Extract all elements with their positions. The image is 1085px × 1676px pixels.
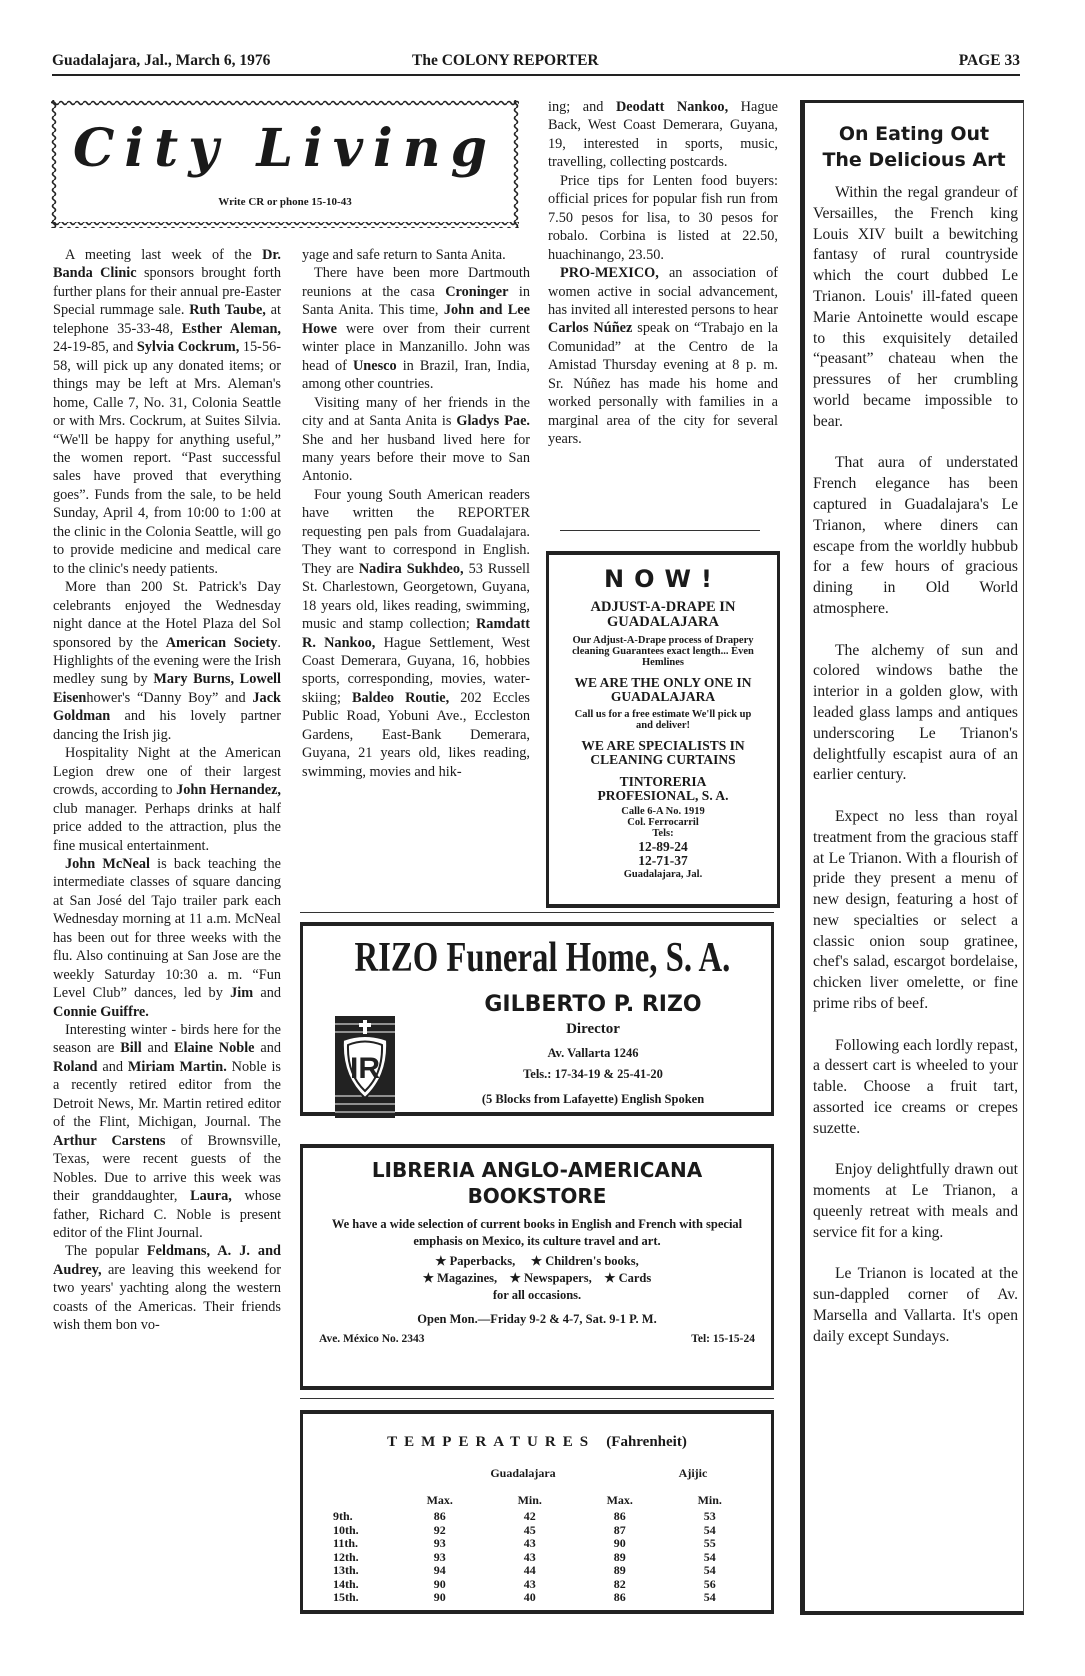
bold-name: Bill xyxy=(120,1040,142,1057)
phone: 12-71-37 xyxy=(638,853,688,868)
bold-name: John and Lee Howe xyxy=(302,302,530,337)
bold-name: American Society xyxy=(165,634,278,651)
temperature-value: 43 xyxy=(523,1576,536,1591)
text-run: and his lovely partner dancing the Irish jig. xyxy=(53,708,281,743)
text-run: sponsors brought forth further plans for their annual pre-Easter Special rummage sale. xyxy=(53,265,281,319)
text-run: Hague Settlement, West Coast Demerara, Guyana, 16, hobbies sports, corresponding, movies, water-skiing; xyxy=(302,634,530,706)
day-label: 10th. xyxy=(333,1522,359,1537)
dateline: Guadalajara, Jal., March 6, 1976 xyxy=(52,52,271,69)
paragraph xyxy=(302,486,530,781)
temperature-value: 45 xyxy=(523,1522,536,1537)
text-run: 53 Russell St. Charlestown, Georgetown, Guyana, 18 years old, likes reading, swimming, music and stamp collection; xyxy=(302,560,530,633)
text-run: 202 Eccles Public Road, Yobuni Ave., Eccleston Gardens, East-Bank Demerara, Guyana, 21 years old, likes reading, swimming, movies and hik- xyxy=(302,689,530,780)
text-run: at telephone 35-33-48, xyxy=(53,302,281,337)
paragraph xyxy=(548,172,778,264)
ad-line: WE ARE SPECIALISTS IN CLEANING CURTAINS xyxy=(581,738,745,767)
text-run: Expect no less than royal treatment from the gracious staff at Le Trianon. With a flourish of pride they present a menu of new design, featuring a host of new specialties or select a classic onion soup gratinee, chef's salad, escargot bordelaise, chicken liver omelette, or fine prime ribs of beef. xyxy=(813,807,1018,1013)
text-run: More than 200 St. Patrick's Day celebrants enjoyed the Wednesday night dance at the Hotel Plaza del Sol sponsored by the xyxy=(53,579,281,651)
text-run: an association of women active in social advancement, has invited all interested persons to hear xyxy=(548,265,778,318)
temperature-value: 54 xyxy=(703,1549,716,1564)
temperature-value: 90 xyxy=(433,1590,446,1604)
bold-name: Elaine Noble xyxy=(174,1040,255,1057)
text-run: Within the regal grandeur of Versailles, the French king Louis XIV built a bewitching fantasy of rural countryside which the court dubbed Le Trianon. Louis' ill-fated queen Marie Antoinette would escape to this exquisitely detailed “peasant” chateau when the pressures of her crumbling world became impossible to bear. xyxy=(813,184,1018,430)
page-number: PAGE 33 xyxy=(958,52,1020,69)
text-run: and xyxy=(97,1058,128,1075)
day-label: 11th. xyxy=(333,1536,359,1550)
temperature-value: 54 xyxy=(703,1522,716,1537)
text-run: That aura of understated French elegance has been captured in Guadalajara's Le Trianon, where diners can escape from the worldly hubbub for a few hours of gracious dining in Old World atmosphere. xyxy=(813,454,1018,617)
address: Ave. México No. 2343 xyxy=(319,1333,425,1345)
section-title: City Living xyxy=(73,118,497,179)
eating-out-column xyxy=(800,100,1024,1615)
bold-name: Sylvia Cockrum, xyxy=(136,339,240,356)
store-hours: Open Mon.—Friday 9-2 & 4-7, Sat. 9-1 P. M. xyxy=(417,1312,657,1326)
temperature-value: 94 xyxy=(433,1563,446,1577)
day-label: 9th. xyxy=(333,1509,353,1523)
paragraph xyxy=(53,1242,281,1334)
temperature-value: 90 xyxy=(613,1536,626,1550)
temperature-value: 93 xyxy=(433,1536,446,1550)
paragraph xyxy=(548,264,778,449)
text-run: Enjoy delightfully drawn out moments at Le Trianon, a queenly retreat with meals and service fit for a king. xyxy=(813,1161,1018,1241)
temperature-value: 55 xyxy=(703,1536,716,1550)
text-run: Noble is a recently retired editor from the Detroit News, Mr. Martin retired editor of the Flint, Michigan, Journal. The xyxy=(53,1058,281,1131)
ad-line: Call us for a free estimate We'll pick up and deliver! xyxy=(574,709,752,731)
ad-line: Our Adjust-A-Drape process of Drapery cleaning Guarantees exact length... Even Hemlines xyxy=(572,635,754,668)
paragraph xyxy=(548,98,778,172)
text-run: and xyxy=(253,985,281,1002)
temperature-value: 56 xyxy=(703,1576,716,1591)
table-row xyxy=(333,1564,753,1578)
eating-out-text xyxy=(813,183,1018,1603)
temperature-value: 89 xyxy=(613,1563,626,1577)
text-run: of Brownsville, Texas, were recent guests of the Nobles. Due to arrive this week was their granddaughter, xyxy=(53,1132,281,1205)
text-run: Following each lordly repast, a dessert cart is wheeled to your table. Choose a fruit tart, assorted ice creams or crepes suzette. xyxy=(813,1036,1018,1137)
bold-name: Unesco xyxy=(352,357,397,374)
text-run: Hospitality Night at the American Legion drew one of their largest crowds, according to xyxy=(53,745,281,799)
business-subtitle: BOOKSTORE xyxy=(467,1184,607,1208)
tels-label: Tels: xyxy=(652,828,674,839)
paragraph xyxy=(813,1160,1018,1243)
business-name: LIBRERIA ANGLO-AMERICANA xyxy=(371,1158,703,1182)
paragraph xyxy=(302,246,530,264)
bookstore-ad xyxy=(300,1144,774,1390)
temperature-value: 40 xyxy=(523,1590,536,1604)
table-row xyxy=(333,1537,753,1551)
text-run: in Brazil, Iran, India, among other countries. xyxy=(302,357,530,393)
bold-name: Ramdatt R. Nankoo, xyxy=(302,616,530,651)
temperature-value: 44 xyxy=(523,1563,536,1577)
text-run: hower's “Danny Boy” and xyxy=(86,689,253,706)
description: We have a wide selection of current books in English and French with special emphasis on Mexico, its culture travel and art. xyxy=(331,1217,743,1248)
table-row xyxy=(333,1524,753,1538)
text-run: There have been more Dartmouth reunions at the casa xyxy=(302,265,530,300)
temperature-value: 90 xyxy=(433,1576,446,1591)
table-row xyxy=(333,1551,753,1565)
paragraph xyxy=(53,744,281,855)
day-label: 13th. xyxy=(333,1563,359,1577)
bold-name: Connie Guiffre. xyxy=(53,1003,149,1020)
text-run: Interesting winter - birds here for the season are xyxy=(53,1022,281,1057)
bold-name: Croninger xyxy=(445,283,509,300)
table-unit: (Fahrenheit) xyxy=(606,1434,687,1450)
temperature-value: 86 xyxy=(613,1509,626,1523)
bold-name: John McNeal xyxy=(65,855,150,872)
text-run: . Highlights of the evening were the Irish medley sung by xyxy=(53,634,281,688)
paragraph xyxy=(813,1036,1018,1140)
text-run: and xyxy=(254,1040,281,1057)
text-run: Four young South American readers have written the REPORTER requesting pen pals from Guadalajara. They want to correspond in English. They are xyxy=(302,486,530,577)
temperature-value: 42 xyxy=(523,1509,536,1523)
text-run: Price tips for Lenten food buyers: official prices for popular fish run from 7.50 pesos for lisa, to 30 pesos for robalo. Corbina is listed at 22.50, huachinango, 23.50. xyxy=(548,172,778,263)
text-run: were over from their current winter place in Manzanillo. John was head of xyxy=(302,320,530,374)
city: Guadalajara, Jal. xyxy=(623,869,703,880)
paragraph xyxy=(302,264,530,393)
phone: Tel: 15-15-24 xyxy=(691,1333,755,1345)
svg-text:IR: IR xyxy=(350,1052,380,1085)
text-run: 24-19-85, and xyxy=(53,339,137,356)
page-header xyxy=(52,48,1020,76)
paragraph xyxy=(302,394,530,486)
text-run: and xyxy=(141,1040,175,1057)
text-run: Visiting many of her friends in the city and at Santa Anita is xyxy=(302,394,530,430)
text-run: The alchemy of sun and colored windows bathe the interior in a golden glow, with leaded glass lamps and antiques underscoring Le Trianon's delightfully escapist aura of an earlier century. xyxy=(813,641,1018,784)
ad-note: (5 Blocks from Lafayette) English Spoken xyxy=(481,1092,705,1106)
bold-name: PRO-MEXICO, xyxy=(560,265,659,282)
drapery-ad xyxy=(546,551,780,908)
text-run: A meeting last week of the xyxy=(65,247,263,263)
text-run: The popular xyxy=(65,1243,147,1260)
paragraph xyxy=(813,807,1018,1015)
temperature-value: 43 xyxy=(523,1549,536,1564)
temperature-value: 43 xyxy=(523,1536,536,1550)
bold-name: Baldeo Routie, xyxy=(351,689,450,706)
temperature-value: 54 xyxy=(703,1590,716,1604)
column-title: On Eating Out The Delicious Art xyxy=(822,123,1006,171)
paragraph xyxy=(813,641,1018,787)
text-run: club manager. Perhaps drinks at half price added to the attraction, plus the fine musical entertainment. xyxy=(53,800,281,854)
temperature-value: 93 xyxy=(433,1549,446,1564)
column-divider xyxy=(300,912,774,913)
text-run: whose father, Richard C. Noble is present editor of the Flint Journal. xyxy=(53,1188,281,1242)
temperature-value: 87 xyxy=(613,1522,626,1537)
bold-name: Ruth Taube, xyxy=(189,302,266,319)
text-run: Hague Back, West Coast Demerara, Guyana, 19, interested in sports, music, travelling, collecting postcards. xyxy=(548,99,778,171)
phone: 12-89-24 xyxy=(638,839,688,854)
ad-divider xyxy=(300,1398,774,1399)
bold-name: Dr. Banda Clinic xyxy=(53,247,281,282)
text-run: Le Trianon is located at the sun-dappled corner of Av. Marsella and Vallarta. It's open daily except Sundays. xyxy=(813,1265,1018,1345)
ad-line: WE ARE THE ONLY ONE IN GUADALAJARA xyxy=(574,675,752,704)
bold-name: Roland xyxy=(53,1058,98,1075)
bold-name: Carlos Núñez xyxy=(548,320,633,337)
business-name: RIZO Funeral Home, S. A. xyxy=(354,935,731,981)
address: Av. Vallarta 1246 xyxy=(547,1046,639,1060)
city-header: Guadalajara xyxy=(490,1466,556,1480)
bold-name: Laura, xyxy=(190,1188,232,1205)
paragraph xyxy=(813,453,1018,619)
ad-headline: NOW! xyxy=(604,565,722,593)
section-contact: Write CR or phone 15-10-43 xyxy=(218,196,352,208)
day-label: 15th. xyxy=(333,1590,359,1604)
day-label: 12th. xyxy=(333,1549,359,1564)
temperature-value: 86 xyxy=(433,1509,446,1523)
bold-name: John Hernandez, xyxy=(176,782,281,799)
text-run: speak on “Trabajo en la Comunidad” at the Centro de la Amistad Thursday evening at 8 p. m. Sr. Núñez has made his home and worked personally with families in a marginal area of the city for several years. xyxy=(548,320,778,448)
text-run: 15-56-58, will pick up any donated items; or things may be left at Mrs. Aleman's home, Calle 7, No. 31, Colonia Seattle or with Mrs. Cockrum, at Suites Silvia. “We'll be happy for anything useful,” the women report. “Past successful sales have proved that everything goes”. Funds from the sale, to be held Sunday, April 4, from 10:00 to 1:00 at the clinic in the Colonia Seattle, will go to provide medicine and medical care to the clinic's needy patients. xyxy=(53,339,281,577)
table-title: TEMPERATURES xyxy=(387,1434,596,1450)
company-name: TINTORERIA PROFESIONAL, S. A. xyxy=(597,774,729,803)
product-list: ★ Paperbacks, ★ Children's books, ★ Magazines, ★ Newspapers, ★ Cards for all occasions. xyxy=(422,1254,652,1302)
rizo-logo-icon xyxy=(335,1016,395,1118)
article-column-2 xyxy=(302,246,530,906)
paragraph xyxy=(53,855,281,1021)
temperature-value: 82 xyxy=(613,1576,626,1591)
temperature-value: 89 xyxy=(613,1549,626,1564)
bold-name: Miriam Martin. xyxy=(127,1058,227,1075)
city-header: Ajijic xyxy=(678,1466,708,1480)
paragraph xyxy=(53,578,281,744)
address: Col. Ferrocarril xyxy=(627,817,699,828)
address: Calle 6-A No. 1919 xyxy=(621,806,705,817)
bold-name: Arthur Carstens xyxy=(53,1132,166,1149)
temperature-value: 86 xyxy=(613,1590,626,1604)
column-divider xyxy=(560,530,760,531)
text-run: She and her husband lived here for many years before their move to San Antonio. xyxy=(302,431,530,485)
text-run: ing; and xyxy=(548,99,616,115)
day-label: 14th. xyxy=(333,1576,359,1591)
table-row xyxy=(333,1578,753,1592)
phones: Tels.: 17-34-19 & 25-41-20 xyxy=(523,1067,663,1081)
text-run: is back teaching the intermediate classes of square dancing at San José del Tajo trailer park each Wednesday morning at 11 a.m. McNeal has been out for three weeks with the flu. Also continuing at San Jose are the weekly Saturday 10:30 a. m. “Fun Level Club” dances, led by xyxy=(53,855,281,1002)
table-row xyxy=(333,1510,753,1524)
bold-name: Esther Aleman, xyxy=(181,320,281,337)
table-row xyxy=(333,1591,753,1605)
ad-line: ADJUST-A-DRAPE IN GUADALAJARA xyxy=(590,599,736,630)
temperature-value: 54 xyxy=(703,1563,716,1577)
bold-name: Jack Goldman xyxy=(53,689,281,725)
bold-name: Mary Burns, Lowell Eisen xyxy=(53,671,281,706)
paragraph xyxy=(53,246,281,578)
funeral-home-ad xyxy=(300,922,774,1116)
temperature-value: 53 xyxy=(703,1509,716,1523)
text-run: in Santa Anita. This time, xyxy=(302,283,530,319)
director-name: GILBERTO P. RIZO xyxy=(484,992,702,1017)
director-title: Director xyxy=(566,1021,620,1037)
bold-name: Nadira Sukhdeo, xyxy=(358,560,464,577)
paragraph xyxy=(53,1021,281,1242)
paragraph xyxy=(813,1264,1018,1347)
bold-name: Deodatt Nankoo, xyxy=(615,99,729,115)
bold-name: Gladys Pae. xyxy=(456,413,530,430)
bold-name: Jim xyxy=(230,985,254,1002)
newspaper-name: The COLONY REPORTER xyxy=(412,52,599,69)
temperatures-table: TEMPERATURES (Fahrenheit) Guadalajara Ajijic Max. Min. Max. Min. 9th. 86 42 86 53 10th. 92 45 87 54 11th. 93 43 90 55 12th. 93 43 89 54 13th. 94 44 89 54 14th. 90 43 82 56 15th. 90 40 86 54 xyxy=(300,1410,774,1614)
city-living-heading xyxy=(51,100,519,228)
article-column-3 xyxy=(548,98,778,518)
bold-name: Feldmans, A. J. and Audrey, xyxy=(53,1243,281,1278)
article-column-1 xyxy=(53,246,281,1638)
text-run: yage and safe return to Santa Anita. xyxy=(302,247,506,263)
text-run: are leaving this weekend for two years' yachting along the western coasts of the Americas. Their friends wish them bon vo- xyxy=(53,1261,281,1334)
temperature-value: 92 xyxy=(433,1522,446,1537)
paragraph xyxy=(813,183,1018,433)
